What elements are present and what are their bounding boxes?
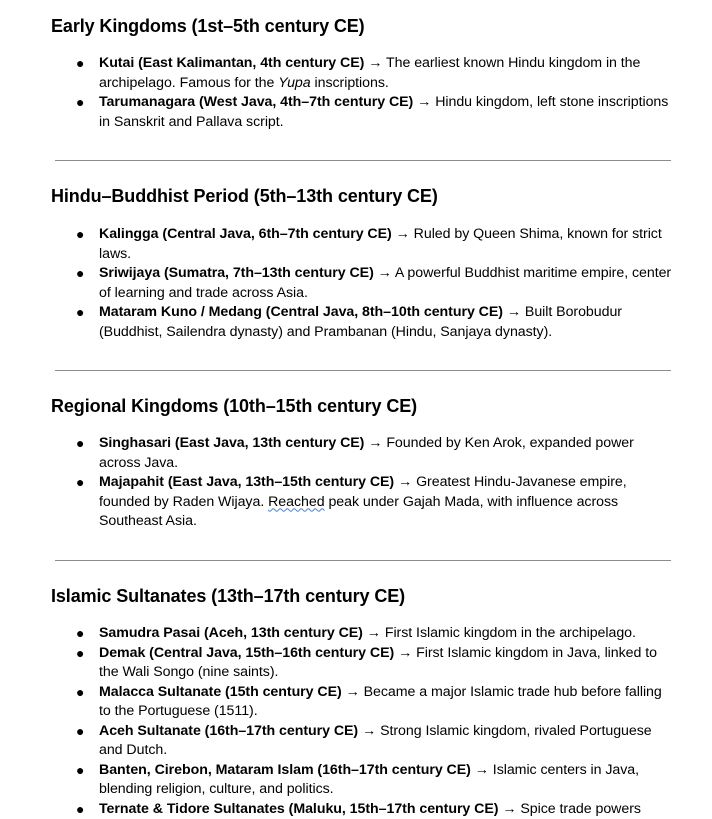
list-item — [0, 624, 712, 644]
item-text: Strong Islamic kingdom, rivaled Portuguese and Dutch. — [99, 723, 652, 759]
arrow-icon: → — [346, 684, 360, 700]
item-text: The earliest known Hindu kingdom in the archipelago. Famous for the — [99, 55, 640, 91]
section-heading-islamic-sultanates: Islamic Sultanates (13th–17th century CE) — [51, 586, 405, 607]
item-name: Aceh Sultanate (16th–17th century CE) — [99, 723, 358, 739]
list-item — [0, 225, 712, 264]
bullet-icon: ● — [76, 644, 84, 664]
list-item — [0, 303, 712, 342]
bullet-icon: ● — [76, 624, 84, 644]
item-name: Kalingga (Central Java, 6th–7th century CE) — [99, 226, 392, 242]
arrow-icon: → — [475, 762, 489, 778]
list-item — [0, 93, 712, 132]
list-hindu-buddhist — [0, 225, 712, 342]
section-divider — [55, 370, 671, 371]
item-text: First Islamic kingdom in the archipelago. — [385, 625, 636, 641]
list-item — [0, 264, 712, 303]
item-name: Demak (Central Java, 15th–16th century CE) — [99, 645, 394, 661]
list-item — [0, 54, 712, 93]
list-regional-kingdoms — [0, 434, 712, 532]
item-name: Samudra Pasai (Aceh, 13th century CE) — [99, 625, 363, 641]
bullet-icon: ● — [76, 93, 84, 113]
item-name: Singhasari (East Java, 13th century CE) — [99, 435, 364, 451]
arrow-icon: → — [362, 723, 376, 739]
item-italic-text: Yupa — [278, 75, 310, 91]
item-text: Founded by Ken Arok, expanded power across Java. — [99, 435, 634, 471]
arrow-icon: → — [396, 226, 410, 242]
item-name: Sriwijaya (Sumatra, 7th–13th century CE) — [99, 265, 374, 281]
bullet-icon: ● — [76, 722, 84, 742]
list-item — [0, 800, 712, 819]
arrow-icon: → — [378, 265, 392, 281]
item-name: Malacca Sultanate (15th century CE) — [99, 684, 342, 700]
item-text: Ruled by Queen Shima, known for strict laws. — [99, 226, 662, 262]
list-early-kingdoms — [0, 54, 712, 132]
item-text-end: peak under Gajah Mada, with influence across Southeast Asia. — [99, 494, 618, 530]
item-name: Kutai (East Kalimantan, 4th century CE) — [99, 55, 364, 71]
list-item — [0, 434, 712, 473]
bullet-icon: ● — [76, 434, 84, 454]
arrow-icon: → — [368, 435, 382, 451]
bullet-icon: ● — [76, 264, 84, 284]
arrow-icon: → — [507, 304, 521, 320]
section-divider — [55, 560, 671, 561]
spellcheck-flagged-word[interactable]: Reached — [268, 494, 324, 510]
section-heading-early-kingdoms: Early Kingdoms (1st–5th century CE) — [51, 16, 365, 37]
list-islamic-sultanates — [0, 624, 712, 819]
arrow-icon: → — [398, 474, 412, 490]
item-name: Banten, Cirebon, Mataram Islam (16th–17th century CE) — [99, 762, 471, 778]
list-item — [0, 473, 712, 532]
item-name: Ternate & Tidore Sultanates (Maluku, 15th–17th century CE) — [99, 801, 498, 817]
item-name: Mataram Kuno / Medang (Central Java, 8th–10th century CE) — [99, 304, 503, 320]
item-text: Spice trade powers — [520, 801, 641, 817]
arrow-icon: → — [368, 55, 382, 71]
bullet-icon: ● — [76, 54, 84, 74]
item-text: Hindu kingdom, left stone inscriptions in Sanskrit and Pallava script. — [99, 94, 668, 130]
item-text: Built Borobudur (Buddhist, Sailendra dynasty) and Prambanan (Hindu, Sanjaya dynasty). — [99, 304, 622, 340]
section-heading-regional-kingdoms: Regional Kingdoms (10th–15th century CE) — [51, 396, 417, 417]
arrow-icon: → — [417, 94, 431, 110]
bullet-icon: ● — [76, 225, 84, 245]
item-text: Greatest Hindu-Javanese empire, founded by Raden Wijaya. — [99, 474, 627, 510]
item-text: A powerful Buddhist maritime empire, center of learning and trade across Asia. — [99, 265, 671, 301]
arrow-icon: → — [367, 625, 381, 641]
list-item — [0, 761, 712, 800]
list-item — [0, 722, 712, 761]
bullet-icon: ● — [76, 800, 84, 819]
item-text-end: inscriptions. — [311, 75, 389, 91]
section-heading-hindu-buddhist: Hindu–Buddhist Period (5th–13th century CE) — [51, 186, 438, 207]
bullet-icon: ● — [76, 303, 84, 323]
item-text: Islamic centers in Java, blending religion, culture, and politics. — [99, 762, 639, 798]
item-name: Majapahit (East Java, 13th–15th century CE) — [99, 474, 394, 490]
item-text: First Islamic kingdom in Java, linked to the Wali Songo (nine saints). — [99, 645, 657, 681]
bullet-icon: ● — [76, 761, 84, 781]
section-divider — [55, 160, 671, 161]
list-item — [0, 644, 712, 683]
list-item — [0, 683, 712, 722]
bullet-icon: ● — [76, 683, 84, 703]
item-name: Tarumanagara (West Java, 4th–7th century CE) — [99, 94, 413, 110]
arrow-icon: → — [398, 645, 412, 661]
arrow-icon: → — [502, 801, 516, 817]
item-text: Became a major Islamic trade hub before falling to the Portuguese (1511). — [99, 684, 662, 720]
bullet-icon: ● — [76, 473, 84, 493]
